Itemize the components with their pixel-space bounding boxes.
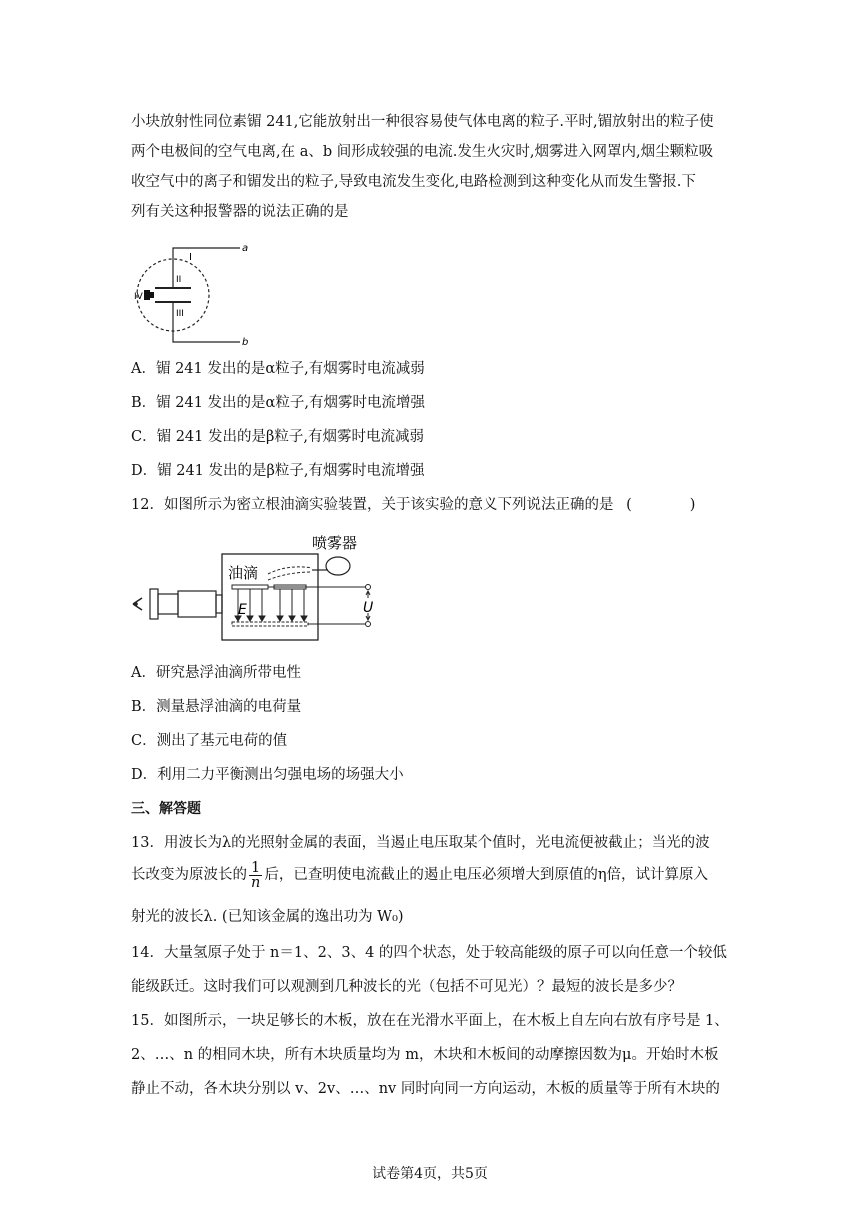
q12-option-c: C．测出了基元电荷的值 (131, 733, 288, 749)
q15-line-1: 15．如图所示，一块足够长的木板，放在在光滑水平面上，在木板上自左向右放有序号是 1、 (131, 1013, 729, 1029)
q13-frac-den: n (251, 874, 261, 891)
q15-line-3: 静止不动，各木块分别以 v、2v、…、nv 同时向同一方向运动，木板的质量等于所有木块的 (131, 1081, 720, 1097)
label-oil-drop: 油滴 (228, 564, 259, 582)
q12-stem (131, 494, 695, 516)
q13-line-3: 射光的波长λ. (已知该金属的逸出功为 W₀) (131, 909, 404, 925)
label-i: I (189, 252, 192, 263)
q13-line-1: 13．用波长为λ的光照射金属的表面，当遏止电压取某个值时，光电流便被截止；当光的波 (131, 835, 710, 851)
q12-option-b: B．测量悬浮油滴的电荷量 (131, 699, 302, 715)
q11-line-4: 列有关这种报警器的说法正确的是 (131, 204, 349, 220)
label-iii: III (176, 309, 184, 319)
q12-bracket: ( ) (626, 497, 696, 513)
q12-option-d: D．利用二力平衡测出匀强电场的场强大小 (131, 767, 404, 783)
page-footer: 试卷第4页，共5页 (372, 1166, 488, 1182)
label-a: a (242, 243, 249, 254)
q12-option-a: A．研究悬浮油滴所带电性 (131, 665, 301, 681)
q11-option-b: B．镅 241 发出的是α粒子,有烟雾时电流增强 (131, 395, 425, 411)
q13-line-2-post: 后，已查明使电流截止的遏止电压必须增大到原值的η倍，试计算原入 (264, 867, 709, 883)
label-iv: IV (134, 292, 143, 302)
label-e: E (238, 602, 247, 618)
smoke-detector-figure (128, 242, 268, 348)
q14-line-2: 能级跃迁。这时我们可以观测到几种波长的光（包括不可见光）？最短的波长是多少？ (131, 979, 682, 995)
q13-line-2-pre: 长改变为原波长的 (131, 867, 247, 883)
q15-line-2: 2、…、n 的相同木块，所有木块质量均为 m，木块和木板间的动摩擦因数为μ。开始时木板 (131, 1047, 719, 1063)
label-u: U (363, 600, 374, 616)
label-sprayer: 喷雾器 (312, 534, 358, 552)
q11-line-3: 收空气中的离子和镅发出的粒子,导致电流发生变化,电路检测到这种变化从而发生警报.下 (131, 174, 696, 190)
q11-option-d: D．镅 241 发出的是β粒子,有烟雾时电流增强 (131, 463, 425, 479)
q11-option-c: C．镅 241 发出的是β粒子,有烟雾时电流减弱 (131, 429, 424, 445)
label-ii: II (176, 275, 182, 285)
q14-line-1: 14．大量氢原子处于 n＝1、2、3、4 的四个状态，处于较高能级的原子可以向任意一个较低 (131, 945, 727, 961)
q13-fraction (249, 861, 262, 890)
q13-frac-num: 1 (249, 861, 262, 876)
q12-text: 12．如图所示为密立根油滴实验装置，关于该实验的意义下列说法正确的是 (131, 497, 614, 513)
q11-line-1: 小块放射性同位素镅 241,它能放射出一种很容易使气体电离的粒子.平时,镅放射出的粒子使 (131, 114, 714, 130)
q11-line-2: 两个电极间的空气电离,在 a、b 间形成较强的电流.发生火灾时,烟雾进入网罩内,烟尘颗粒吸 (131, 144, 714, 160)
q13-line-2 (131, 857, 708, 893)
label-b: b (242, 337, 249, 348)
q11-stem (131, 107, 731, 227)
q11-option-a: A．镅 241 发出的是α粒子,有烟雾时电流减弱 (131, 361, 425, 377)
section-heading: 三、解答题 (131, 801, 201, 817)
millikan-figure (128, 532, 388, 644)
